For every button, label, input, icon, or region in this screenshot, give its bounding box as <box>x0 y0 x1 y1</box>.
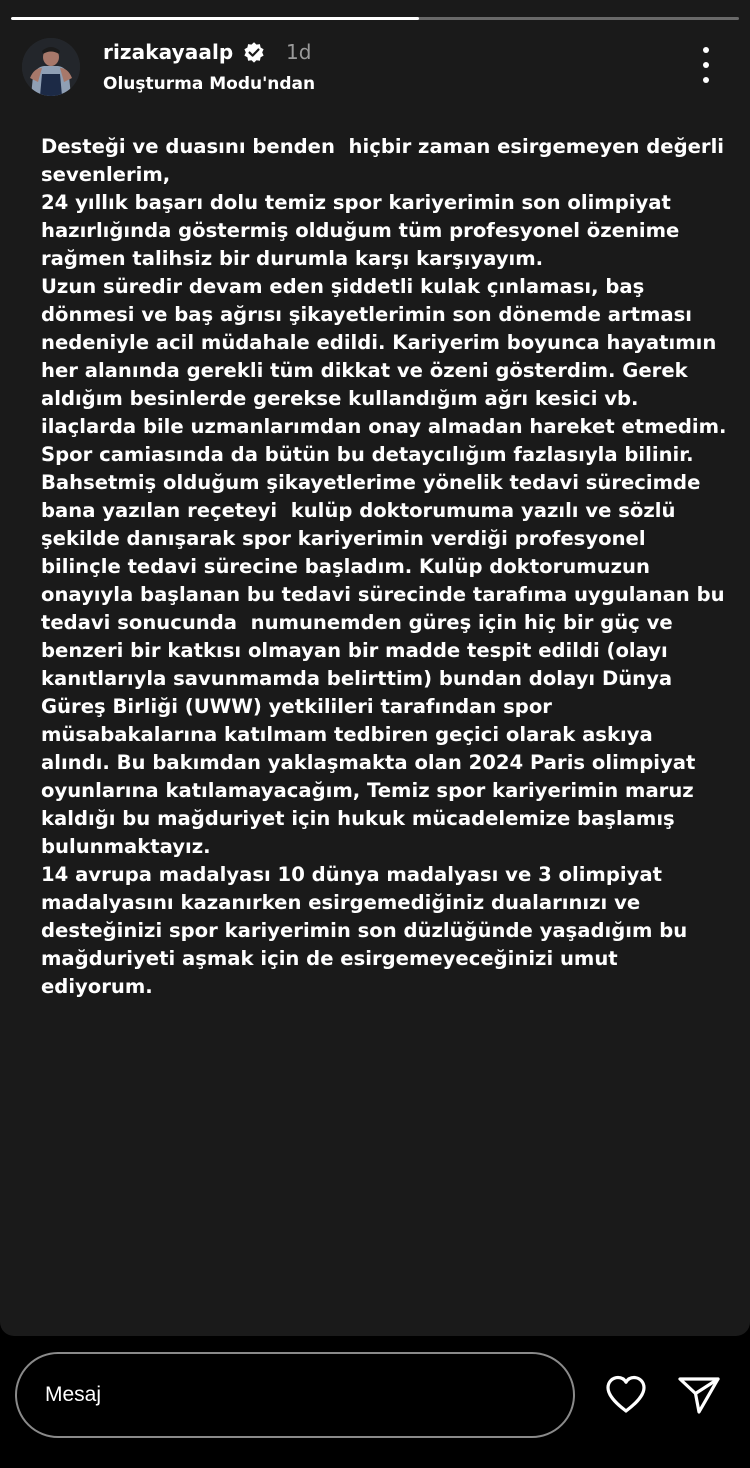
more-vertical-icon <box>703 47 709 53</box>
creation-mode-label[interactable]: Oluşturma Modu'ndan <box>103 74 316 94</box>
more-options-button[interactable] <box>694 47 718 83</box>
heart-icon[interactable] <box>603 1372 649 1418</box>
post-timestamp: 1d <box>286 40 312 64</box>
avatar[interactable] <box>22 38 80 96</box>
story-progress-bar <box>11 17 739 20</box>
avatar-image <box>22 38 80 96</box>
verified-badge-icon <box>242 41 266 65</box>
story-progress-fill <box>11 17 419 20</box>
more-icon-dot <box>703 77 709 83</box>
story-text: Desteği ve duasını benden hiçbir zaman esirgemeyen değerli sevenlerim, 24 yıllık başarı dolu temiz spor kariyerimin son olimpiyat hazırlığında göstermiş olduğum tüm profesyonel özenime rağmen talihsiz bir durumla karşı karşıyayım. Uzun süredir devam eden şiddetli kulak çınlaması, baş dönmesi ve baş ağrısı şikayetlerimin son dönemde artması nedeniyle acil müdahale edildi. Kariyerim boyunca hayatımın her alanında gerekli tüm dikkat ve özeni gösterdim. Gerek aldığım besinlerde gerekse kullandığım ağrı kesici vb. ilaçlarda bile uzmanlarımdan onay almadan hareket etmedim. Spor camiasında da bütün bu detaycılığım fazlasıyla bilinir. Bahsetmiş olduğum şikayetlerime yönelik tedavi sürecimde bana yazılan reçeteyi kulüp doktorumuma yazılı ve sözlü şekilde danışarak spor kariyerimin verdiği profesyonel bilinçle tedavi sürecine başladım. Kulüp doktorumuzun onayıyla başlanan bu tedavi sürecinde tarafıma uygulanan bu tedavi sonucunda numunemden güreş için hiç bir güç ve benzeri bir katkısı olmayan bir madde tespit edildi (olayı kanıtlarıyla savunmamda belirttim) bundan dolayı Dünya Güreş Birliği (UWW) yetkilileri tarafından spor müsabakalarına katılmam tedbiren geçici olarak askıya alındı. Bu bakımdan yaklaşmakta olan 2024 Paris olimpiyat oyunlarına katılamayacağım, Temiz spor kariyerimin maruz kaldığı bu mağduriyet için hukuk mücadelemize başlamış bulunmaktayız. 14 avrupa madalyası 10 dünya madalyası ve 3 olimpiyat madalyasını kazanırken esirgemediğiniz dualarınızı ve desteğinizi spor kariyerimin son düzlüğünde yaşadığım bu mağduriyeti aşmak için de esirgemeyeceğinizi umut ediyorum. <box>41 135 727 998</box>
message-input[interactable] <box>15 1352 575 1438</box>
username[interactable]: rizakayaalp <box>103 40 234 64</box>
more-icon-dot <box>703 62 709 68</box>
send-icon[interactable] <box>676 1372 722 1418</box>
